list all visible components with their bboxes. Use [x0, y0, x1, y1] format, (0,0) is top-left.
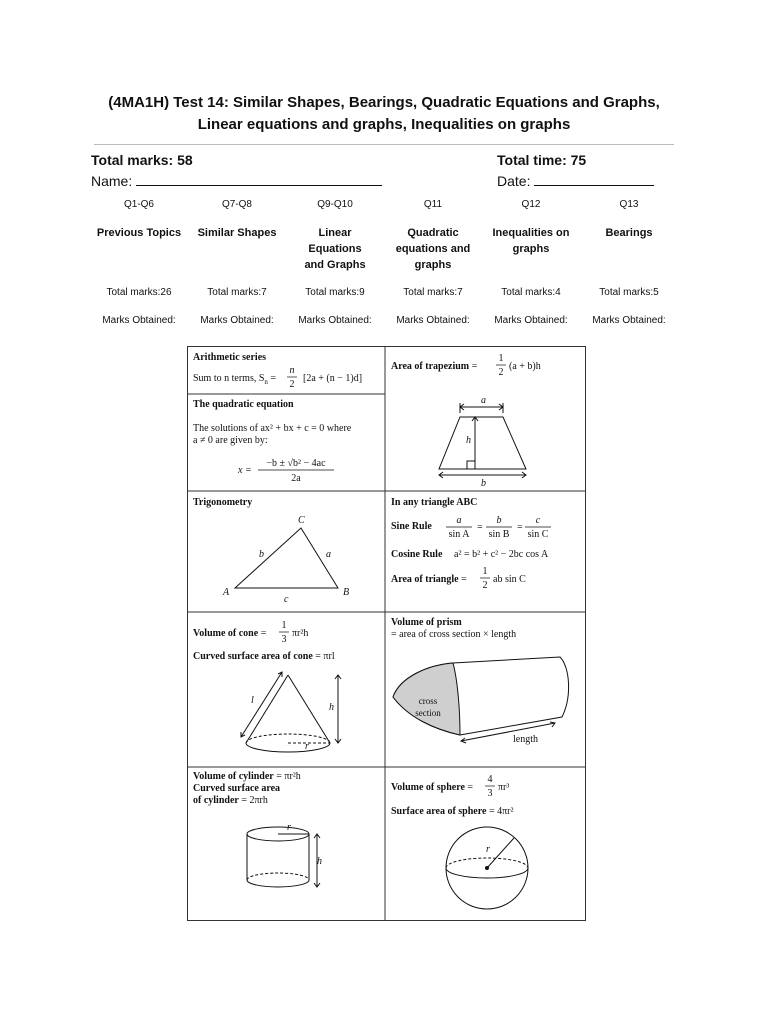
arithmetic-frac-num: n: [289, 365, 295, 376]
prism-formula: = area of cross section × length: [391, 629, 517, 640]
topic-total-marks: Total marks:5: [599, 287, 659, 298]
trig-vertex-B: B: [343, 587, 350, 598]
topic-total-marks: Total marks:9: [305, 287, 365, 298]
triangle-title: In any triangle ABC: [391, 497, 478, 508]
question-range: Q13: [619, 199, 639, 210]
trigonometry-title: Trigonometry: [193, 497, 253, 508]
trapezium-frac-num: 1: [498, 353, 504, 364]
question-range: Q7-Q8: [221, 199, 252, 210]
topic-name: Linear Equations and Graphs: [304, 227, 366, 271]
quadratic-title: The quadratic equation: [193, 399, 294, 410]
cone-frac-num: 1: [281, 620, 287, 631]
topic-name: Bearings: [605, 227, 653, 239]
trig-vertex-A: A: [223, 587, 230, 598]
sphere-vol-rest: πr³: [498, 782, 510, 793]
date-field[interactable]: [534, 172, 654, 186]
prism-cross-label-1: cross: [418, 696, 438, 706]
name-label: Name:: [91, 173, 133, 189]
cylinder-label-h: h: [317, 856, 322, 867]
topic-name: Previous Topics: [96, 227, 182, 239]
trapezium-label-a: a: [481, 395, 486, 406]
trigonometry-triangle: [235, 528, 338, 588]
sine-c: c: [535, 515, 541, 526]
quadratic-line1: The solutions of ax² + bx + c = 0 where: [193, 423, 352, 434]
topic-name: Similar Shapes: [197, 227, 277, 239]
quadratic-lhs: x =: [238, 465, 252, 476]
quadratic-numerator: −b ± √b² − 4ac: [266, 458, 326, 469]
cone-label-l: l: [251, 695, 254, 706]
trig-side-b: b: [259, 549, 264, 560]
arithmetic-title: Arithmetic series: [193, 352, 267, 363]
cylinder-label-r: r: [287, 822, 291, 833]
topic-marks-obtained: Marks Obtained:: [494, 315, 568, 326]
title-divider: [94, 144, 674, 145]
question-range: Q9-Q10: [317, 199, 353, 210]
cone-diagram: [241, 672, 341, 752]
topic-name: Inequalities on graphs: [492, 227, 570, 255]
prism-title: Volume of prism: [391, 617, 462, 628]
formula-sheet: [187, 346, 586, 921]
total-marks: Total marks: 58: [91, 152, 193, 168]
sine-eq: =: [477, 522, 483, 533]
cone-label-h: h: [329, 702, 334, 713]
trig-side-c: c: [284, 594, 289, 605]
cylinder-csa-label-2: of cylinder = 2πrh: [193, 795, 268, 806]
trapezium-title: Area of trapezium =: [391, 361, 478, 372]
topic-marks-obtained: Marks Obtained:: [200, 315, 274, 326]
topic-total-marks: Total marks:7: [207, 287, 267, 298]
title-line-1: (4MA1H) Test 14: Similar Shapes, Bearings, Quadratic Equations and Graphs,: [108, 94, 660, 111]
arithmetic-sum-label: Sum to n terms, $S_n$ =: [193, 373, 277, 386]
total-time: Total time: 75: [497, 152, 587, 168]
sphere-label-r: r: [486, 844, 490, 855]
sphere-volume-label: Volume of sphere =: [391, 782, 474, 793]
prism-length-label: length: [513, 734, 538, 745]
name-row: [91, 172, 382, 189]
topic-total-marks: Total marks:7: [403, 287, 463, 298]
sphere-sa-label: Surface area of sphere = 4πr²: [391, 806, 514, 817]
question-range: Q12: [521, 199, 541, 210]
cone-frac-den: 3: [281, 634, 287, 645]
question-range: Q11: [423, 199, 443, 210]
sphere-frac-den: 3: [487, 788, 493, 799]
prism-cross-label-2: section: [415, 708, 441, 718]
trapezium-frac-den: 2: [498, 367, 504, 378]
trig-vertex-C: C: [298, 515, 305, 526]
arithmetic-frac-den: 2: [289, 379, 295, 390]
sine-sinC: sin C: [527, 529, 549, 540]
topic-name: Quadratic equations and graphs: [395, 227, 471, 271]
sine-b: b: [496, 515, 502, 526]
topic-total-marks: Total marks:26: [106, 287, 172, 298]
cone-vol-rest: πr²h: [292, 628, 309, 639]
arithmetic-bracket: [2a + (n − 1)d]: [303, 373, 363, 384]
area-frac-den: 2: [482, 580, 488, 591]
name-field[interactable]: [136, 172, 382, 186]
area-triangle-label: Area of triangle =: [391, 574, 467, 585]
cone-csa-label: Curved surface area of cone = πrl: [193, 651, 335, 662]
cosine-formula: a² = b² + c² − 2bc cos A: [454, 549, 549, 560]
sphere-frac-num: 4: [487, 774, 493, 785]
title-line-2: Linear equations and graphs, Inequalities on graphs: [197, 116, 571, 133]
cone-label-r: r: [305, 741, 309, 752]
sphere-diagram: [446, 827, 528, 909]
cylinder-csa-label-1: Curved surface area: [193, 783, 281, 794]
trapezium-label-b: b: [481, 478, 486, 489]
topic-marks-obtained: Marks Obtained:: [102, 315, 176, 326]
trapezium-label-h: h: [466, 435, 471, 446]
trig-side-a: a: [326, 549, 331, 560]
sine-sinB: sin B: [488, 529, 510, 540]
date-label: Date:: [497, 173, 531, 189]
quadratic-denominator: 2a: [291, 473, 301, 484]
cylinder-diagram: [247, 827, 320, 887]
cylinder-volume-label: Volume of cylinder = πr²h: [193, 771, 301, 782]
trapezium-rest: (a + b)h: [509, 361, 541, 372]
trapezium-diagram: [439, 403, 526, 478]
sine-a: a: [456, 515, 462, 526]
sine-eq: =: [517, 522, 523, 533]
sine-sinA: sin A: [448, 529, 470, 540]
area-rest: ab sin C: [493, 574, 526, 585]
topic-total-marks: Total marks:4: [501, 287, 561, 298]
topic-marks-obtained: Marks Obtained:: [396, 315, 470, 326]
cosine-rule-label: Cosine Rule: [391, 549, 443, 560]
cone-volume-label: Volume of cone =: [193, 628, 267, 639]
question-range: Q1-Q6: [123, 199, 154, 210]
quadratic-line2: a ≠ 0 are given by:: [193, 435, 268, 446]
date-row: [497, 172, 654, 189]
area-frac-num: 1: [482, 566, 488, 577]
test-title: [0, 92, 768, 136]
topic-marks-obtained: Marks Obtained:: [592, 315, 666, 326]
topic-marks-obtained: Marks Obtained:: [298, 315, 372, 326]
sine-rule-label: Sine Rule: [391, 521, 432, 532]
